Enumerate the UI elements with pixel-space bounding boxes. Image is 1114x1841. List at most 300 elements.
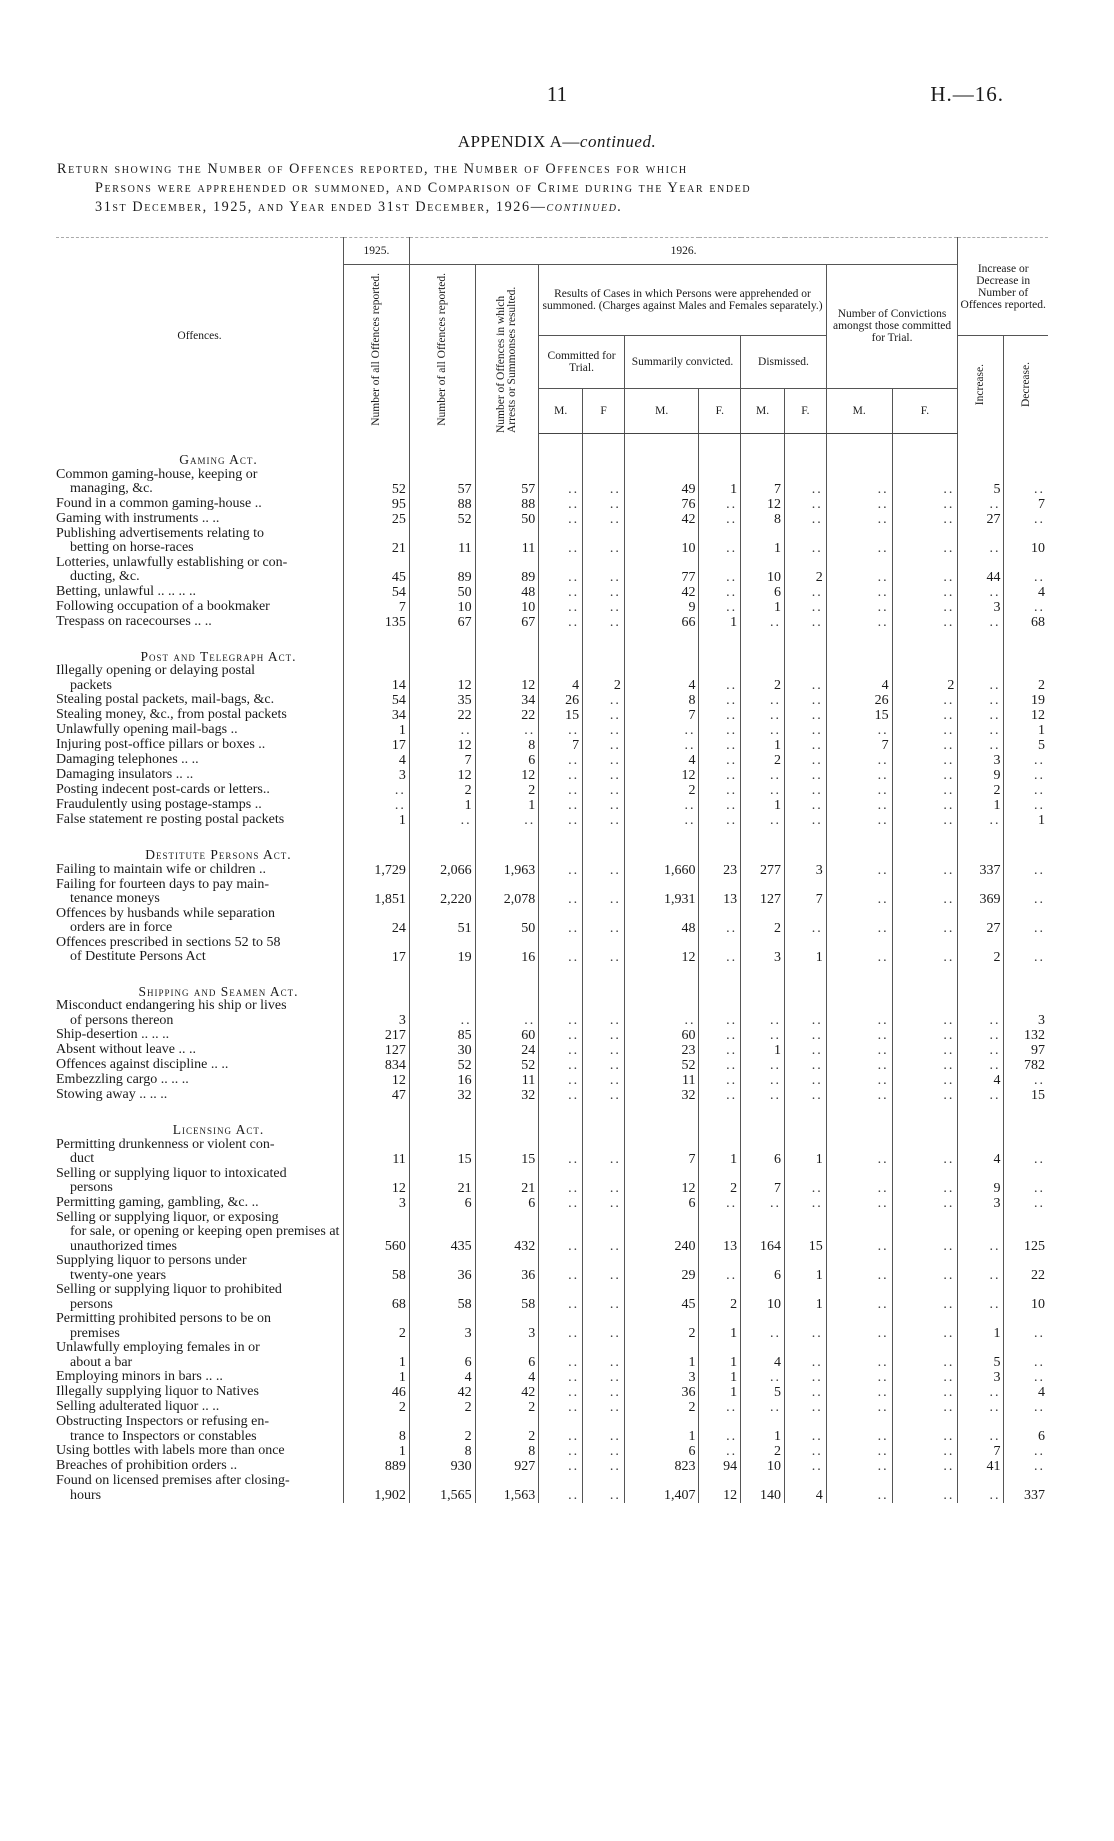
offence-label: Illegally supplying liquor to Natives	[56, 1384, 259, 1399]
value-cell: 782	[1024, 1058, 1045, 1073]
offence-label: Following occupation of a bookmaker	[56, 598, 270, 614]
value-cell: ..	[583, 999, 625, 1028]
table-row	[56, 1043, 1048, 1058]
offence-label-continued: persons	[70, 1296, 113, 1312]
value-cell: ..	[741, 723, 785, 738]
section-title: Licensing Act.	[56, 1103, 343, 1138]
value-cell: 14	[343, 664, 409, 693]
value-cell: 7	[624, 1138, 699, 1167]
value-cell: ..	[785, 1444, 827, 1459]
table-row	[56, 1283, 1048, 1312]
value-cell: ..	[892, 497, 958, 512]
value-cell: 2,220	[409, 878, 475, 907]
offence-label: Employing minors in bars .. ..	[56, 1369, 223, 1384]
value-cell: ..	[583, 468, 625, 497]
value-cell: ..	[539, 1138, 583, 1167]
value-cell: 8	[343, 1415, 409, 1444]
value-cell: ..	[785, 585, 827, 600]
value-cell: ..	[583, 798, 625, 813]
offence-cell	[56, 863, 343, 878]
appendix-title	[0, 132, 1114, 152]
value-cell: ..	[785, 1073, 827, 1088]
table-row	[56, 907, 1048, 936]
value-cell: ..	[475, 723, 539, 738]
offence-label-continued: duct	[70, 1151, 95, 1166]
value-cell: 6	[409, 1341, 475, 1370]
value-cell: ..	[539, 1312, 583, 1341]
value-cell: 10	[1031, 540, 1045, 556]
value-cell: 217	[343, 1028, 409, 1043]
value-cell: 12	[343, 1167, 409, 1196]
value-cell: ..	[958, 615, 1004, 630]
value-cell: ..	[539, 863, 583, 878]
value-cell: 369	[958, 878, 1004, 907]
empty-cell	[699, 828, 741, 863]
value-cell: ..	[539, 999, 583, 1028]
value-cell: ..	[699, 1058, 741, 1073]
value-cell: ..	[539, 936, 583, 965]
header-convictions-f: F.	[892, 388, 958, 433]
value-cell: 1	[699, 1312, 741, 1341]
empty-cell	[539, 1103, 583, 1138]
value-cell: ..	[699, 813, 741, 828]
offence-cell	[56, 708, 343, 723]
value-cell: ..	[583, 738, 625, 753]
value-cell: 3	[409, 1312, 475, 1341]
offence-cell	[56, 1341, 343, 1370]
empty-cell	[343, 433, 409, 468]
value-cell: ..	[741, 1312, 785, 1341]
value-cell: ..	[958, 999, 1004, 1028]
table-row	[56, 1415, 1048, 1444]
value-cell: ..	[785, 1058, 827, 1073]
empty-cell	[958, 965, 1004, 1000]
value-cell: ..	[741, 1088, 785, 1103]
table-row	[56, 878, 1048, 907]
value-cell: ..	[583, 497, 625, 512]
value-cell: ..	[826, 1459, 892, 1474]
value-cell: ..	[741, 1196, 785, 1211]
value-cell: ..	[583, 615, 625, 630]
offence-cell	[56, 1138, 343, 1167]
value-cell: ..	[826, 783, 892, 798]
offence-label: Stowing away .. .. ..	[56, 1087, 168, 1102]
empty-cell	[826, 828, 892, 863]
value-cell: ..	[1034, 768, 1045, 783]
value-cell: ..	[699, 936, 741, 965]
value-cell: ..	[958, 1400, 1004, 1415]
empty-cell	[892, 630, 958, 665]
value-cell: ..	[741, 999, 785, 1028]
offence-label: Selling or supplying liquor to intoxicated	[56, 1165, 287, 1181]
offence-cell	[56, 600, 343, 615]
value-cell: 7	[539, 738, 583, 753]
empty-cell	[539, 828, 583, 863]
value-cell: ..	[892, 512, 958, 527]
header-results: Results of Cases in which Persons were apprehended or summoned. (Charges against Males and Females separately.)	[539, 265, 826, 336]
value-cell: 432	[475, 1211, 539, 1255]
value-cell: ..	[892, 753, 958, 768]
value-cell: 140	[741, 1474, 785, 1503]
value-cell: ..	[892, 723, 958, 738]
value-cell: ..	[785, 1028, 827, 1043]
table-row	[56, 1058, 1048, 1073]
value-cell: ..	[892, 708, 958, 723]
title-line-1: Return showing the Number of Offences reported, the Number of Offences for which	[57, 161, 688, 177]
value-cell: ..	[583, 768, 625, 783]
value-cell: ..	[699, 738, 741, 753]
value-cell: 1,563	[475, 1474, 539, 1503]
value-cell: 1,729	[343, 863, 409, 878]
return-title	[57, 160, 1037, 217]
value-cell: ..	[958, 1385, 1004, 1400]
value-cell: ..	[892, 615, 958, 630]
value-cell: 17	[343, 936, 409, 965]
value-cell: ..	[892, 768, 958, 783]
offence-cell	[56, 783, 343, 798]
offence-cell	[56, 1312, 343, 1341]
value-cell: ..	[583, 1474, 625, 1503]
empty-cell	[741, 433, 785, 468]
offence-label: Publishing advertisements relating to	[56, 525, 265, 541]
offence-label-continued: persons	[70, 1180, 113, 1195]
value-cell: 22	[409, 708, 475, 723]
offence-cell	[56, 1370, 343, 1385]
offence-cell	[56, 907, 343, 936]
header-offences: Offences.	[56, 238, 343, 434]
value-cell: 11	[624, 1073, 699, 1088]
value-cell: ..	[826, 1254, 892, 1283]
empty-cell	[741, 965, 785, 1000]
value-cell: 1	[741, 738, 785, 753]
value-cell: 13	[699, 1211, 741, 1255]
value-cell: ..	[826, 1028, 892, 1043]
empty-cell	[343, 965, 409, 1000]
value-cell: ..	[583, 1415, 625, 1444]
empty-cell	[1004, 433, 1048, 468]
value-cell: ..	[892, 1283, 958, 1312]
value-cell: 3	[624, 1370, 699, 1385]
value-cell: 58	[475, 1283, 539, 1312]
offence-label: Misconduct endangering his ship or lives	[56, 998, 287, 1013]
value-cell: ..	[1034, 891, 1045, 907]
offence-cell	[56, 1415, 343, 1444]
value-cell: ..	[583, 783, 625, 798]
value-cell: ..	[958, 1415, 1004, 1444]
offence-cell	[56, 936, 343, 965]
value-cell: ..	[892, 585, 958, 600]
value-cell: 1	[343, 723, 409, 738]
empty-cell	[475, 433, 539, 468]
value-cell: ..	[826, 878, 892, 907]
value-cell: 7	[1038, 496, 1045, 512]
value-cell: 11	[475, 527, 539, 556]
offence-cell	[56, 798, 343, 813]
offence-label: Supplying liquor to persons under	[56, 1253, 247, 1268]
empty-cell	[1004, 965, 1048, 1000]
table-row	[56, 585, 1048, 600]
value-cell: ..	[1034, 798, 1045, 813]
value-cell: 12	[409, 738, 475, 753]
value-cell: ..	[539, 615, 583, 630]
value-cell: ..	[1034, 511, 1045, 527]
value-cell: 27	[958, 512, 1004, 527]
value-cell: ..	[699, 1400, 741, 1415]
value-cell: 2	[785, 556, 827, 585]
value-cell: 6	[624, 1196, 699, 1211]
empty-cell	[624, 1103, 699, 1138]
value-cell: ..	[892, 1415, 958, 1444]
value-cell: ..	[826, 1400, 892, 1415]
value-cell: ..	[583, 1444, 625, 1459]
value-cell: 67	[475, 615, 539, 630]
offence-label: Found in a common gaming-house ..	[56, 495, 262, 511]
value-cell: 6	[741, 1138, 785, 1167]
value-cell: ..	[785, 497, 827, 512]
value-cell: ..	[892, 798, 958, 813]
header-summarily: Summarily convicted.	[624, 336, 740, 389]
value-cell: 5	[1038, 738, 1045, 753]
empty-cell	[958, 1103, 1004, 1138]
offence-cell	[56, 738, 343, 753]
table-row	[56, 1400, 1048, 1415]
value-cell: 12	[624, 1167, 699, 1196]
value-cell: 6	[475, 753, 539, 768]
value-cell: ..	[583, 1341, 625, 1370]
table-row	[56, 738, 1048, 753]
value-cell: ..	[785, 664, 827, 693]
value-cell: ..	[892, 527, 958, 556]
value-cell: 22	[475, 708, 539, 723]
value-cell: 8	[624, 693, 699, 708]
offence-label-continued: of Destitute Persons Act	[70, 949, 206, 964]
value-cell: 68	[343, 1283, 409, 1312]
table-row	[56, 600, 1048, 615]
offence-label-continued: tenance moneys	[70, 891, 160, 906]
value-cell: ..	[539, 1459, 583, 1474]
empty-cell	[826, 630, 892, 665]
value-cell: ..	[785, 1088, 827, 1103]
value-cell: 24	[343, 907, 409, 936]
value-cell: 52	[409, 1058, 475, 1073]
offence-label-continued: orders are in force	[70, 920, 173, 935]
value-cell: 19	[1031, 693, 1045, 708]
offence-label: Obstructing Inspectors or refusing en-	[56, 1414, 270, 1429]
value-cell: ..	[892, 999, 958, 1028]
value-cell: 41	[958, 1459, 1004, 1474]
value-cell: ..	[583, 1400, 625, 1415]
value-cell: ..	[583, 907, 625, 936]
value-cell: 1	[741, 1415, 785, 1444]
value-cell: ..	[475, 999, 539, 1028]
value-cell: ..	[699, 600, 741, 615]
value-cell: 5	[958, 1341, 1004, 1370]
offence-label-continued: premises	[70, 1325, 120, 1341]
value-cell: 3	[958, 1370, 1004, 1385]
value-cell: 16	[409, 1073, 475, 1088]
offence-label: Damaging insulators .. ..	[56, 767, 194, 782]
table-header	[56, 238, 1048, 434]
value-cell: ..	[785, 1400, 827, 1415]
value-cell: ..	[539, 600, 583, 615]
value-cell: ..	[1034, 481, 1045, 497]
value-cell: ..	[539, 1028, 583, 1043]
value-cell: ..	[785, 753, 827, 768]
value-cell: ..	[741, 693, 785, 708]
empty-cell	[583, 433, 625, 468]
value-cell: 2	[409, 1400, 475, 1415]
value-cell: ..	[826, 1073, 892, 1088]
table-row	[56, 1211, 1048, 1255]
offence-label: Posting indecent post-cards or letters..	[56, 782, 270, 797]
value-cell: 34	[343, 708, 409, 723]
value-cell: ..	[892, 878, 958, 907]
value-cell: 7	[624, 708, 699, 723]
value-cell: 52	[409, 512, 475, 527]
value-cell: 1	[343, 1370, 409, 1385]
empty-cell	[475, 1103, 539, 1138]
value-cell: ..	[583, 1459, 625, 1474]
value-cell: ..	[583, 1028, 625, 1043]
value-cell: 1	[785, 1138, 827, 1167]
value-cell: 1,931	[624, 878, 699, 907]
value-cell: 2	[958, 783, 1004, 798]
value-cell: ..	[826, 907, 892, 936]
value-cell: 54	[343, 585, 409, 600]
value-cell: ..	[892, 1167, 958, 1196]
offence-label: Failing to maintain wife or children ..	[56, 861, 266, 877]
value-cell: 36	[409, 1254, 475, 1283]
value-cell: ..	[826, 1088, 892, 1103]
value-cell: 1	[958, 798, 1004, 813]
value-cell: 67	[409, 615, 475, 630]
empty-cell	[892, 433, 958, 468]
value-cell: ..	[741, 1073, 785, 1088]
offence-cell	[56, 1167, 343, 1196]
value-cell: 12	[1031, 708, 1045, 723]
value-cell: 10	[1031, 1297, 1045, 1312]
value-cell: ..	[699, 556, 741, 585]
offence-cell	[56, 1400, 343, 1415]
value-cell: ..	[539, 1370, 583, 1385]
value-cell: ..	[539, 1196, 583, 1211]
value-cell: ..	[539, 497, 583, 512]
value-cell: ..	[624, 738, 699, 753]
value-cell: ..	[583, 936, 625, 965]
value-cell: 3	[785, 863, 827, 878]
value-cell: ..	[539, 527, 583, 556]
value-cell: ..	[785, 1415, 827, 1444]
section-heading-row	[56, 630, 1048, 665]
table-row	[56, 512, 1048, 527]
value-cell: 2	[624, 1312, 699, 1341]
value-cell: ..	[826, 585, 892, 600]
offence-cell	[56, 512, 343, 527]
header-arrests	[475, 265, 539, 434]
value-cell: ..	[583, 585, 625, 600]
value-cell: ..	[539, 1088, 583, 1103]
value-cell: ..	[583, 1196, 625, 1211]
empty-cell	[892, 965, 958, 1000]
value-cell: 5	[958, 468, 1004, 497]
value-cell: 4	[475, 1370, 539, 1385]
value-cell: 1	[699, 1138, 741, 1167]
value-cell: ..	[539, 1073, 583, 1088]
empty-cell	[699, 965, 741, 1000]
section-heading-row	[56, 828, 1048, 863]
offence-label: Illegally opening or delaying postal	[56, 663, 256, 678]
value-cell: ..	[583, 512, 625, 527]
value-cell: ..	[1034, 1151, 1045, 1167]
value-cell: 10	[409, 600, 475, 615]
value-cell: ..	[539, 1211, 583, 1255]
header-year-1925: 1925.	[343, 238, 409, 265]
value-cell: 1	[785, 1283, 827, 1312]
value-cell: ..	[826, 1058, 892, 1073]
value-cell: 58	[409, 1283, 475, 1312]
value-cell: 3	[958, 753, 1004, 768]
value-cell: 45	[343, 556, 409, 585]
value-cell: ..	[785, 1341, 827, 1370]
value-cell: ..	[826, 1312, 892, 1341]
table-row	[56, 1474, 1048, 1503]
value-cell: ..	[1034, 1370, 1045, 1385]
value-cell: ..	[892, 863, 958, 878]
header-arrests-text: Number of Offences in which Arrests or Summonses resulted.	[494, 286, 518, 433]
empty-cell	[409, 828, 475, 863]
value-cell: ..	[539, 798, 583, 813]
value-cell: ..	[785, 1196, 827, 1211]
value-cell: ..	[785, 738, 827, 753]
value-cell: ..	[699, 708, 741, 723]
table-row	[56, 1073, 1048, 1088]
value-cell: 1	[699, 1370, 741, 1385]
value-cell: 4	[785, 1474, 827, 1503]
value-cell: 7	[785, 878, 827, 907]
empty-cell	[826, 433, 892, 468]
value-cell: ..	[539, 1385, 583, 1400]
value-cell: 1	[785, 1254, 827, 1283]
offence-label-continued: trance to Inspectors or constables	[70, 1428, 257, 1444]
value-cell: ..	[539, 878, 583, 907]
table-row	[56, 798, 1048, 813]
offence-label: Breaches of prohibition orders ..	[56, 1458, 238, 1473]
value-cell: ..	[785, 527, 827, 556]
value-cell: ..	[699, 798, 741, 813]
value-cell: 52	[475, 1058, 539, 1073]
table-row	[56, 468, 1048, 497]
value-cell: 1	[624, 1341, 699, 1370]
offence-cell	[56, 753, 343, 768]
offence-label-continued: of persons thereon	[70, 1012, 174, 1028]
value-cell: 7	[741, 468, 785, 497]
section-title: Gaming Act.	[56, 433, 343, 468]
title-line-3	[57, 198, 1037, 217]
value-cell: ..	[785, 615, 827, 630]
value-cell: ..	[958, 1043, 1004, 1058]
value-cell: ..	[699, 1073, 741, 1088]
section-title: Destitute Persons Act.	[56, 828, 343, 863]
value-cell: 60	[624, 1028, 699, 1043]
offence-label-continued: about a bar	[70, 1354, 133, 1370]
header-year-1926: 1926.	[409, 238, 958, 265]
offence-cell	[56, 1058, 343, 1073]
value-cell: ..	[785, 813, 827, 828]
value-cell: ..	[892, 1088, 958, 1103]
offence-cell	[56, 527, 343, 556]
value-cell: ..	[539, 1400, 583, 1415]
value-cell: 21	[475, 1167, 539, 1196]
